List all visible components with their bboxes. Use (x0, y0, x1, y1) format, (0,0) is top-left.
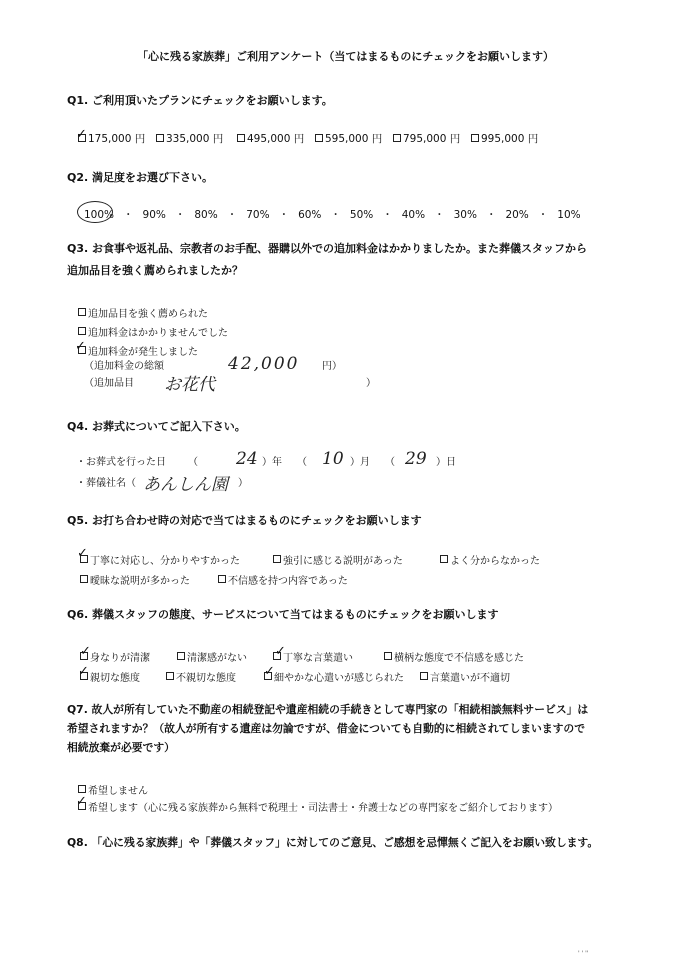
q1-option-label: 495,000 円 (247, 133, 305, 145)
checkbox-icon[interactable] (80, 575, 88, 583)
q7-option-2[interactable] (78, 799, 558, 814)
q6-option-7[interactable] (264, 669, 404, 684)
q1-option-3[interactable] (237, 131, 315, 146)
q1-option-label: 335,000 円 (166, 133, 224, 145)
q3-option-label: 追加品目を強く薦められた (88, 309, 208, 320)
separator: ・ (434, 209, 445, 221)
q5-option-label: 不信感を持つ内容であった (228, 576, 348, 587)
q3-option-1[interactable] (78, 305, 208, 320)
q2-option-70[interactable]: 70% (246, 208, 270, 221)
separator: ・ (226, 209, 238, 221)
q3-total-label: （追加料金の総額 (84, 361, 164, 372)
checkbox-icon[interactable] (315, 134, 323, 142)
q6-option-label: 丁寧な言葉遣い (283, 653, 353, 664)
q4-month-value[interactable]: 10 (322, 449, 344, 469)
q5-option-3[interactable] (440, 552, 540, 567)
q2-option-100[interactable]: 100% (84, 208, 115, 221)
checkbox-icon[interactable] (78, 785, 86, 793)
q4-month-unit: ）月 (350, 457, 370, 468)
checkbox-icon[interactable] (78, 327, 86, 335)
q5-option-label: 丁寧に対応し、分かりやすかった (90, 556, 240, 567)
q2-option-50[interactable]: 50% (349, 208, 374, 221)
q2-option-40[interactable]: 40% (401, 208, 426, 221)
q3-total-value[interactable]: 42,000 (228, 354, 300, 374)
corner-mark: ' ' '' (578, 950, 589, 957)
separator: ・ (485, 209, 497, 221)
q1-option-label: 995,000 円 (481, 133, 539, 145)
q4-company-label: ・葬儀社名（ (76, 478, 136, 489)
q1-option-1[interactable] (78, 131, 154, 146)
q7-option-label: 希望します（心に残る家族葬から無料で税理士・司法書士・弁護士などの専門家をご紹介しております） (88, 803, 558, 814)
q7-question-line1: Q7. 故人が所有していた不動産の相続登記や遺産相続の手続きとして専門家の「相続相談無料サービス」は (67, 703, 589, 716)
checkbox-icon[interactable] (156, 134, 164, 142)
q6-option-6[interactable] (166, 669, 236, 684)
q4-month-open: （ (297, 457, 307, 468)
checkbox-icon[interactable] (393, 134, 401, 142)
separator: ・ (330, 209, 341, 221)
q5-option-4[interactable] (80, 572, 190, 587)
separator: ・ (382, 209, 393, 221)
q6-option-5[interactable] (80, 669, 140, 684)
q4-company-close: ） (238, 478, 248, 489)
separator: ・ (278, 209, 290, 221)
checkbox-icon[interactable] (218, 575, 226, 583)
q5-check-mark: ✓ (77, 546, 88, 561)
q6-option-label: 細やかな心遣いが感じられた (274, 673, 404, 684)
q5-option-label: 強引に感じる説明があった (283, 556, 403, 567)
separator: ・ (174, 209, 186, 221)
separator: ・ (537, 209, 549, 221)
q4-question: Q4. お葬式についてご記入下さい。 (67, 420, 246, 433)
q3-option-2[interactable] (78, 324, 228, 339)
q4-year-unit: ）年 (262, 457, 282, 468)
q5-option-label: 曖昧な説明が多かった (90, 576, 190, 587)
checkbox-icon[interactable] (471, 134, 479, 142)
q7-check-mark: ✓ (76, 794, 87, 809)
q1-option-4[interactable] (315, 131, 393, 146)
q3-question-line2: 追加品目を強く薦められましたか？ (67, 264, 243, 277)
q1-question: Q1. ご利用頂いたプランにチェックをお願いします。 (67, 94, 333, 107)
q4-year-value[interactable]: 24 (236, 449, 258, 469)
q6-option-label: 言葉遣いが不適切 (430, 673, 510, 684)
separator: ・ (123, 209, 134, 221)
q3-question-line1: Q3. お食事や返礼品、宗教者のお手配、器購以外での追加料金はかかりましたか。また葬儀スタッフから (67, 242, 588, 255)
q7-option-1[interactable] (78, 782, 148, 797)
q1-option-2[interactable] (156, 131, 237, 146)
checkbox-icon[interactable] (384, 652, 392, 660)
q1-option-label: 595,000 円 (325, 133, 383, 145)
q3-check-mark: ✓ (75, 339, 86, 354)
q6-check-mark-3: ✓ (78, 664, 89, 679)
q6-option-label: 不親切な態度 (176, 673, 236, 684)
q5-question: Q5. お打ち合わせ時の対応で当てはまるものにチェックをお願いします (67, 514, 422, 527)
q5-option-label: よく分からなかった (450, 556, 540, 567)
checkbox-icon[interactable] (440, 555, 448, 563)
checkbox-icon[interactable] (78, 308, 86, 316)
q1-option-5[interactable] (393, 131, 471, 146)
q6-check-mark-1: ✓ (80, 644, 91, 659)
q5-option-5[interactable] (218, 572, 348, 587)
checkbox-icon[interactable] (177, 652, 185, 660)
q6-check-mark-2: ✓ (275, 644, 286, 659)
q6-option-8[interactable] (420, 669, 510, 684)
survey-title: 「心に残る家族葬」ご利用アンケート（当てはまるものにチェックをお願いします） (137, 50, 555, 63)
q3-option-3[interactable] (78, 343, 198, 358)
q1-option-label: 175,000 円 (88, 133, 146, 145)
checkbox-icon[interactable] (273, 555, 281, 563)
q6-option-label: 親切な態度 (90, 673, 140, 684)
q6-option-2[interactable] (177, 649, 247, 664)
q4-day-value[interactable]: 29 (405, 449, 427, 469)
q2-selection-circle (77, 201, 113, 223)
q7-question-line3: 相続放棄が必要です） (67, 741, 175, 754)
q3-total-unit: 円） (322, 361, 342, 372)
q3-option-label: 追加料金が発生しました (88, 347, 198, 358)
q7-option-label: 希望しません (88, 786, 148, 797)
q6-option-label: 横柄な態度で不信感を感じた (394, 653, 524, 664)
q1-option-6[interactable] (471, 131, 549, 146)
q4-company-value[interactable]: あんしん園 (143, 475, 228, 495)
q3-items-value[interactable]: お花代 (164, 375, 215, 395)
q6-option-4[interactable] (384, 649, 524, 664)
checkbox-icon[interactable] (166, 672, 174, 680)
q1-option-label: 795,000 円 (403, 133, 461, 145)
q6-question: Q6. 葬儀スタッフの態度、サービスについて当てはまるものにチェックをお願いします (67, 608, 499, 621)
q4-day-open: （ (385, 457, 395, 468)
checkbox-icon[interactable] (237, 134, 245, 142)
q4-date-label: ・お葬式を行った日 (76, 457, 166, 468)
q2-option-30[interactable]: 30% (453, 208, 477, 221)
q2-question: Q2. 満足度をお選び下さい。 (67, 171, 214, 184)
q6-check-mark-4: ✓ (264, 664, 275, 679)
q8-question: Q8. 「心に残る家族葬」や「葬儀スタッフ」に対してのご意見、ご感想を忌憚無くご記入をお願い致します。 (67, 836, 599, 849)
q3-items-close: ） (366, 378, 376, 389)
q5-option-2[interactable] (273, 552, 403, 567)
q2-option-90[interactable]: 90% (142, 208, 166, 221)
q1-options (78, 131, 549, 146)
q3-option-label: 追加料金はかかりませんでした (88, 328, 228, 339)
q2-option-10[interactable]: 10% (557, 208, 581, 221)
q4-day-unit: ）日 (436, 457, 456, 468)
q2-option-60[interactable]: 60% (298, 208, 322, 221)
q1-check-mark: ✓ (76, 127, 87, 142)
q4-year-open: （ (188, 457, 198, 468)
q2-option-20[interactable]: 20% (505, 208, 529, 221)
q7-question-line2: 希望されますか？（故人が所有する遺産は勿論ですが、借金についても自動的に相続されてしまいますので (67, 722, 586, 735)
q2-option-80[interactable]: 80% (194, 208, 218, 221)
q6-option-label: 清潔感がない (187, 653, 247, 664)
q5-option-1[interactable] (80, 552, 240, 567)
checkbox-icon[interactable] (420, 672, 428, 680)
q6-option-label: 身なりが清潔 (90, 653, 150, 664)
q3-items-label: （追加品目 (84, 378, 134, 389)
q2-options (84, 207, 581, 222)
